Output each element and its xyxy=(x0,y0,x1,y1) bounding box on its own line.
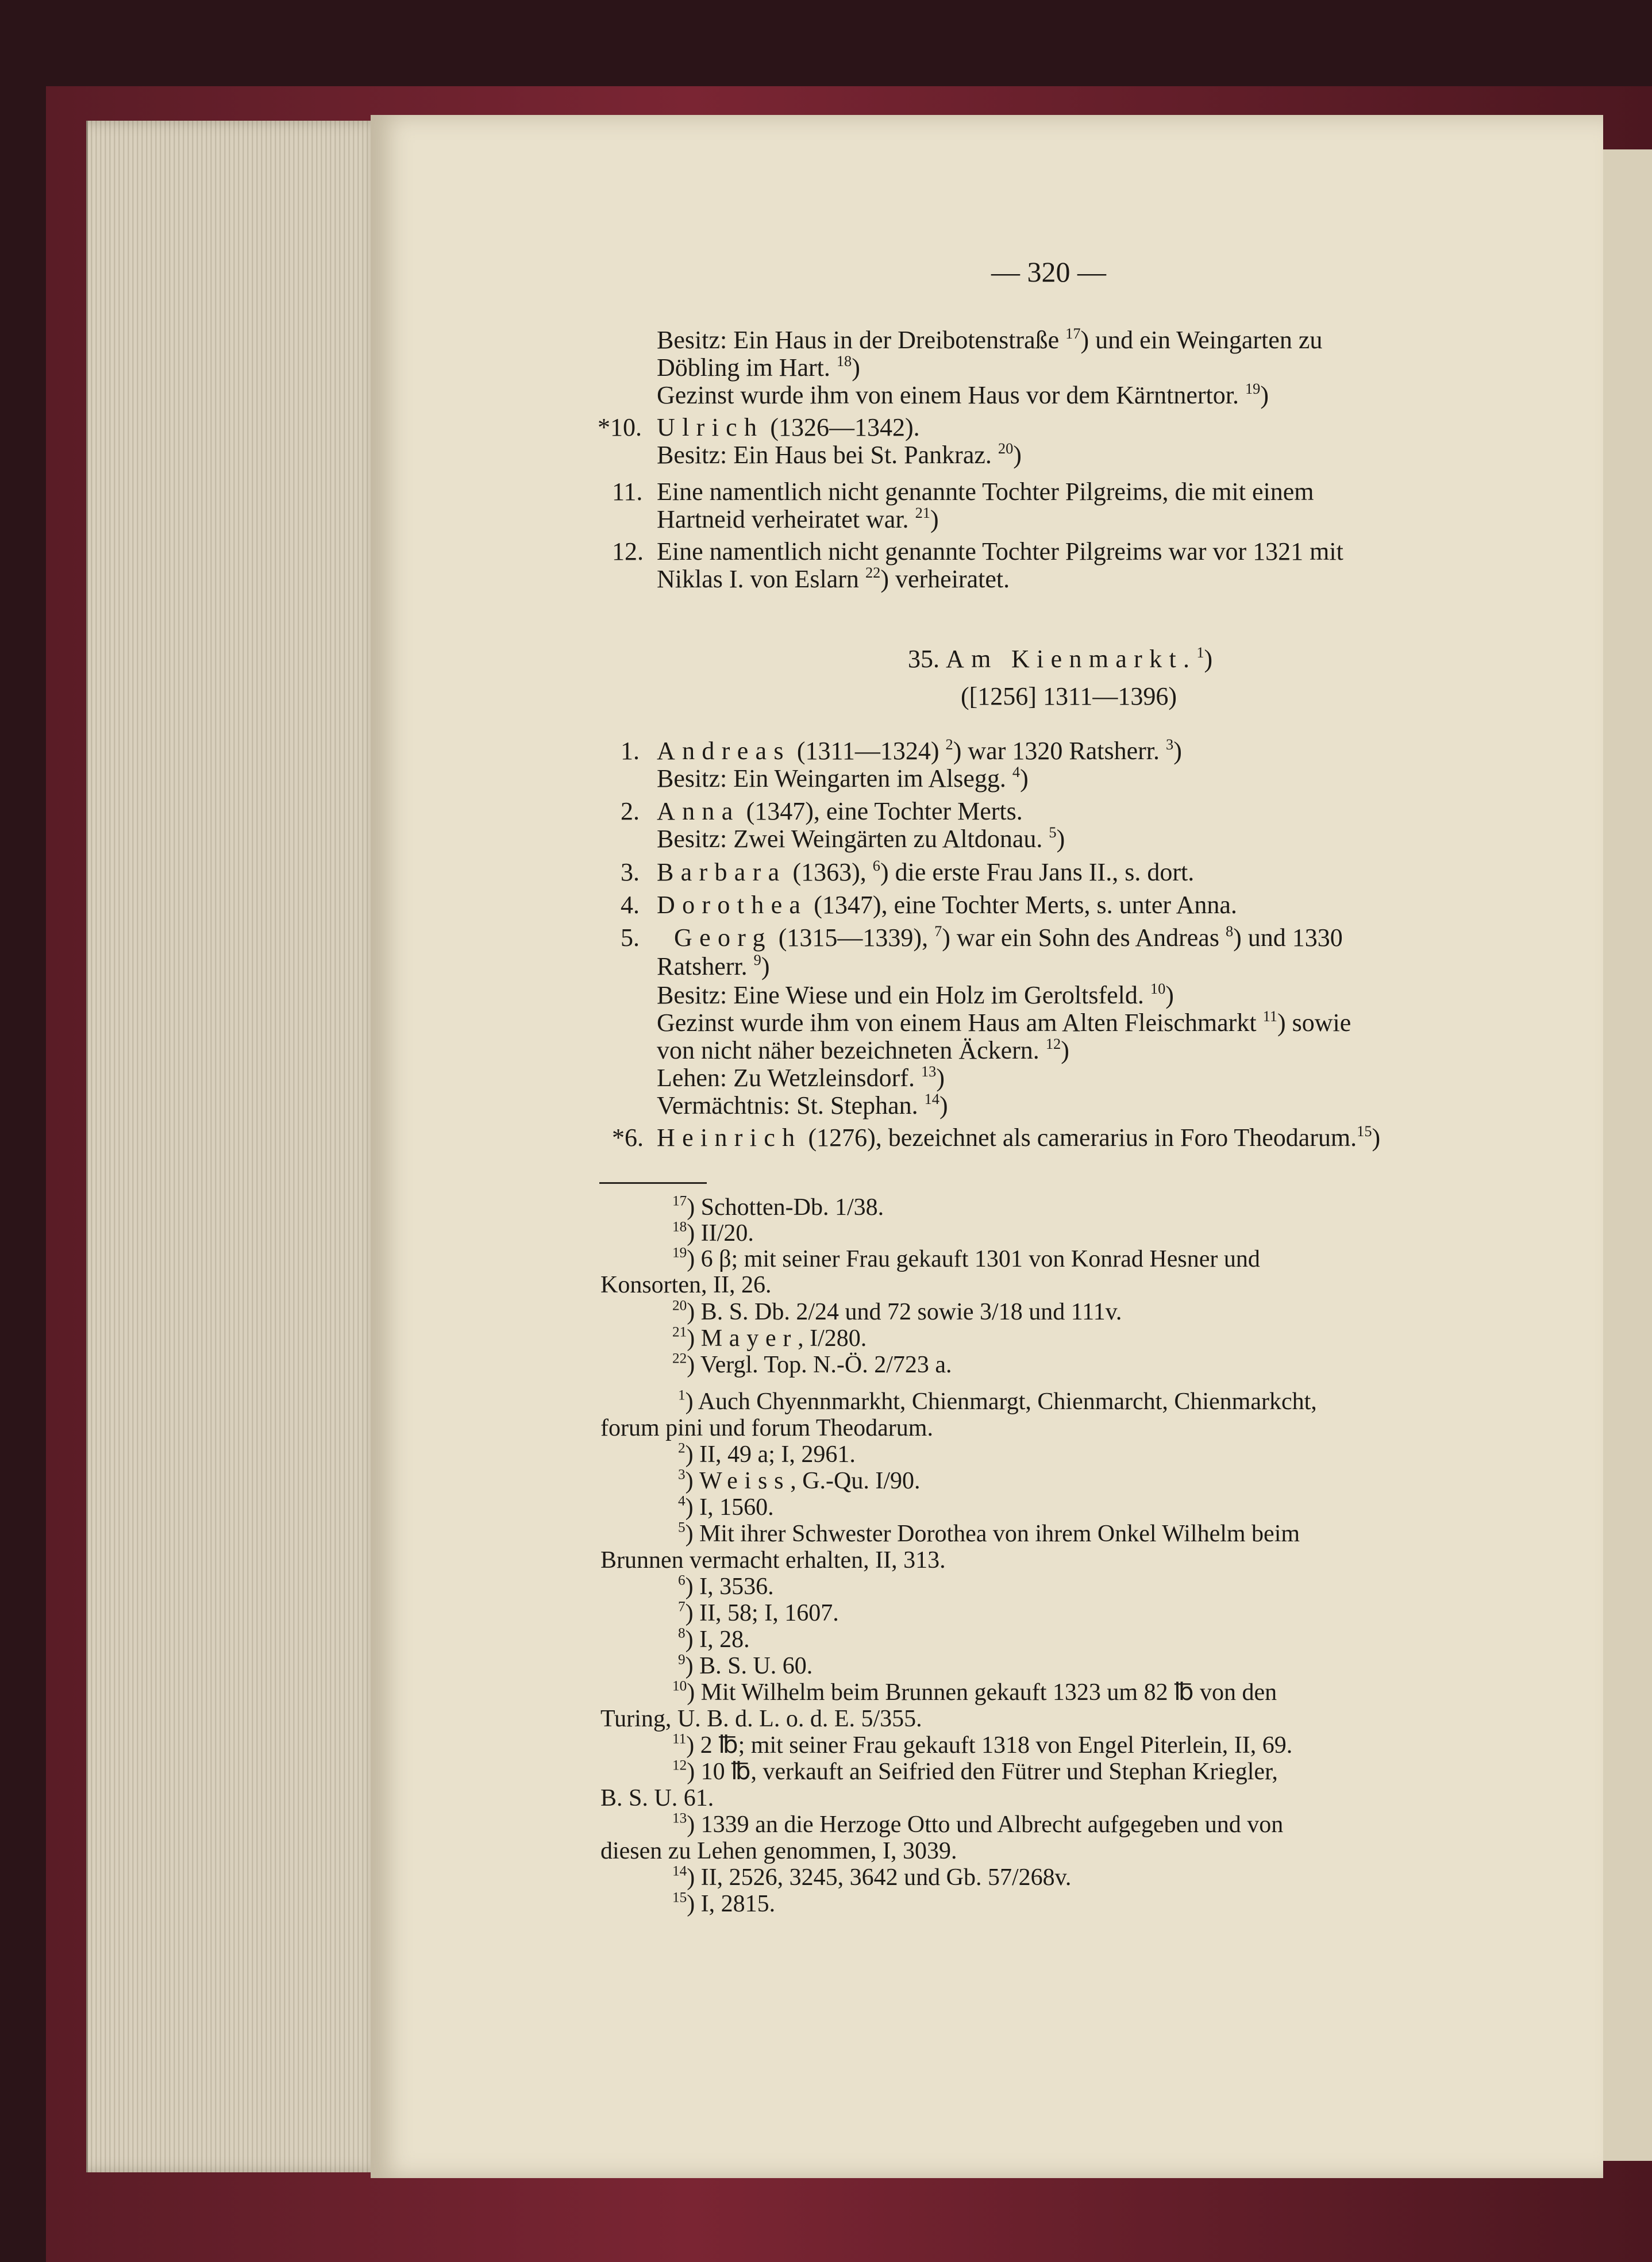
entry-number: 3. xyxy=(621,858,640,886)
footnote-continuation: Konsorten, II, 26. xyxy=(600,1272,772,1298)
footnote-continuation: B. S. U. 61. xyxy=(600,1785,714,1811)
footnote: $^{21}$) Mayer, I/280. xyxy=(672,1324,867,1352)
entry-line: Eine namentlich nicht genannte Tochter Pilgreims war vor 1321 mit xyxy=(657,537,1343,566)
person-name: Georg xyxy=(674,924,772,952)
text-line: Besitz: Zwei Weingärten zu Altdonau. $^5$) xyxy=(657,823,1065,853)
footnote: $^9$) B. S. U. 60. xyxy=(678,1652,813,1679)
entry-number: 5. xyxy=(621,924,640,952)
footnote-continuation: Turing, U. B. d. L. o. d. E. 5/355. xyxy=(600,1706,922,1732)
text-line: Besitz: Ein Haus in der Dreibotenstraße $^{17}$) und ein Weingarten zu xyxy=(657,324,1323,354)
footnote-rule xyxy=(599,1182,707,1184)
footnote: $^1$) Auch Chyennmarkht, Chienmargt, Chienmarcht, Chienmarkcht, xyxy=(678,1387,1317,1415)
footnote: $^{15}$) I, 2815. xyxy=(672,1890,776,1917)
entry-number: 2. xyxy=(621,797,640,825)
entry-line: Ulrich (1326—1342). xyxy=(657,413,920,441)
person-name: Dorothea xyxy=(657,891,808,919)
entry-line: Andreas (1311—1324) $^2$) war 1320 Ratsherr. $^3$) xyxy=(657,735,1182,765)
section-subheading: ([1256] 1311—1396) xyxy=(961,682,1177,710)
entry-number: *10. xyxy=(598,413,642,441)
footnote: $^5$) Mit ihrer Schwester Dorothea von ihrem Onkel Wilhelm beim xyxy=(678,1519,1300,1547)
person-name: Anna xyxy=(657,797,740,825)
entry-line: Eine namentlich nicht genannte Tochter Pilgreims, die mit einem xyxy=(657,478,1314,506)
page-edges xyxy=(86,121,387,2172)
person-name: Heinrich xyxy=(657,1124,802,1152)
footnote-continuation: forum pini und forum Theodarum. xyxy=(600,1415,933,1441)
footnote: $^{14}$) II, 2526, 3245, 3642 und Gb. 57/268v. xyxy=(672,1863,1072,1891)
text-line: Döbling im Hart. $^{18}$) xyxy=(657,352,860,382)
text-line: Besitz: Ein Weingarten im Alsegg. $^4$) xyxy=(657,763,1029,793)
footnote: $^{22}$) Vergl. Top. N.-Ö. 2/723 a. xyxy=(672,1351,952,1378)
footnote: $^2$) II, 49 a; I, 2961. xyxy=(678,1440,856,1468)
text-line: Besitz: Eine Wiese und ein Holz im Geroltsfeld. $^{10}$) xyxy=(657,979,1174,1009)
footnote: $^{12}$) 10 ℔, verkauft an Seifried den Fütrer und Stephan Kriegler, xyxy=(672,1757,1278,1785)
entry-number: *6. xyxy=(612,1124,644,1152)
entry-number: 1. xyxy=(621,737,640,765)
person-name: Barbara xyxy=(657,858,787,886)
entry-number: 12. xyxy=(612,537,644,566)
footnote: $^7$) II, 58; I, 1607. xyxy=(678,1599,839,1626)
footnote: $^{19}$) 6 β; mit seiner Frau gekauft 1301 von Konrad Hesner und xyxy=(672,1245,1260,1272)
text-line: von nicht näher bezeichneten Äckern. $^{12}$) xyxy=(657,1034,1069,1064)
right-page-edge xyxy=(1603,149,1652,2161)
footnote: $^{17}$) Schotten-Db. 1/38. xyxy=(672,1193,884,1221)
text-line: Hartneid verheiratet war. $^{21}$) xyxy=(657,503,939,533)
entry-line: Dorothea (1347), eine Tochter Merts, s. unter Anna. xyxy=(657,891,1237,919)
footnote: $^{20}$) B. S. Db. 2/24 und 72 sowie 3/18 und 111v. xyxy=(672,1298,1122,1325)
footnote-continuation: diesen zu Lehen genommen, I, 3039. xyxy=(600,1838,957,1864)
footnote: $^4$) I, 1560. xyxy=(678,1493,774,1521)
footnote: $^{13}$) 1339 an die Herzoge Otto und Albrecht aufgegeben und von xyxy=(672,1810,1284,1838)
text-line: Gezinst wurde ihm von einem Haus am Alten Fleischmarkt $^{11}$) sowie xyxy=(657,1007,1351,1037)
footnote: $^6$) I, 3536. xyxy=(678,1572,774,1600)
footnote: $^{11}$) 2 ℔; mit seiner Frau gekauft 1318 von Engel Piterlein, II, 69. xyxy=(672,1731,1293,1759)
text-line: Vermächtnis: St. Stephan. $^{14}$) xyxy=(657,1090,948,1120)
section-heading: 35. Am Kienmarkt.$^1$) xyxy=(908,643,1213,673)
entry-line: Barbara (1363), $^6$) die erste Frau Jans II., s. dort. xyxy=(657,856,1195,886)
footnote: $^{10}$) Mit Wilhelm beim Brunnen gekauft 1323 um 82 ℔ von den xyxy=(672,1678,1277,1706)
footnote-continuation: Brunnen vermacht erhalten, II, 313. xyxy=(600,1547,946,1574)
page-number: — 320 — xyxy=(991,256,1106,288)
entry-line: Anna (1347), eine Tochter Merts. xyxy=(657,797,1023,825)
text-line: Gezinst wurde ihm von einem Haus vor dem Kärntnertor. $^{19}$) xyxy=(657,379,1269,409)
entry-line: Georg (1315—1339), $^7$) war ein Sohn des Andreas $^8$) und 1330 xyxy=(657,925,1343,951)
text-line: Niklas I. von Eslarn $^{22}$) verheiratet. xyxy=(657,563,1010,593)
text-line: Ratsherr. $^9$) xyxy=(657,951,770,980)
footnote: $^8$) I, 28. xyxy=(678,1625,750,1653)
text-line: Lehen: Zu Wetzleinsdorf. $^{13}$) xyxy=(657,1062,945,1092)
footnote: $^{18}$) II/20. xyxy=(672,1219,754,1247)
entry-number: 11. xyxy=(612,478,643,506)
person-name: Andreas xyxy=(657,737,791,765)
person-name: Ulrich xyxy=(657,413,764,441)
text-line: Besitz: Ein Haus bei St. Pankraz. $^{20}$) xyxy=(657,439,1022,469)
entry-line: Heinrich (1276), bezeichnet als camerarius in Foro Theodarum.$^{15}$) xyxy=(657,1122,1381,1152)
footnote: $^3$) Weiss, G.-Qu. I/90. xyxy=(678,1467,921,1494)
entry-number: 4. xyxy=(621,891,640,919)
